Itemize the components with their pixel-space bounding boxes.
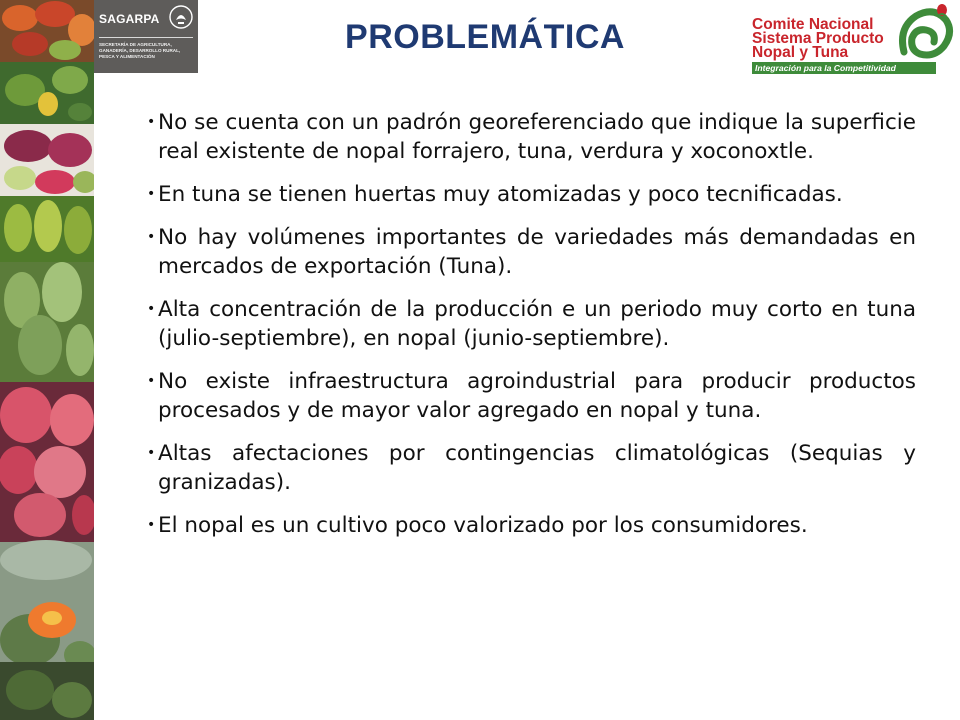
bullet-dot-icon: • <box>147 301 156 317</box>
comite-tagline: Integración para la Competitividad <box>752 62 936 74</box>
comite-line-2: Sistema Producto <box>752 30 884 47</box>
bullet-item <box>147 108 916 166</box>
sagarpa-logo <box>94 0 198 73</box>
bullet-text: No hay volúmenes importantes de variedades más demandadas en mercados de exportación (Tuna). <box>158 225 916 279</box>
sagarpa-divider <box>99 37 193 38</box>
bullet-dot-icon: • <box>147 186 156 202</box>
comite-logo <box>748 2 956 78</box>
bullet-list <box>147 108 916 554</box>
bullet-item <box>147 367 916 425</box>
bullet-dot-icon: • <box>147 229 156 245</box>
cactus-photo-strip <box>0 0 94 720</box>
bullet-text: No se cuenta con un padrón georeferenciado que indique la superficie real existente de nopal forrajero, tuna, verdura y xoconoxtle. <box>158 110 916 164</box>
bullet-dot-icon: • <box>147 445 156 461</box>
comite-line-1: Comite Nacional <box>752 16 874 33</box>
sagarpa-name: SAGARPA <box>99 12 160 26</box>
bullet-item <box>147 439 916 497</box>
bullet-item <box>147 223 916 281</box>
bullet-item <box>147 511 916 540</box>
bullet-dot-icon: • <box>147 373 156 389</box>
bullet-text: En tuna se tienen huertas muy atomizadas y poco tecnificadas. <box>158 182 843 207</box>
comite-name <box>752 18 884 60</box>
cactus-photos-image <box>0 0 94 720</box>
bullet-text: El nopal es un cultivo poco valorizado por los consumidores. <box>158 513 808 538</box>
page-title: PROBLEMÁTICA <box>345 18 625 56</box>
sagarpa-subtitle: SECRETARÍA DE AGRICULTURA, GANADERÍA, DESARROLLO RURAL, PESCA Y ALIMENTACIÓN <box>99 42 181 59</box>
bullet-item <box>147 180 916 209</box>
bullet-item <box>147 295 916 353</box>
bullet-text: Altas afectaciones por contingencias climatológicas (Sequias y granizadas). <box>158 441 916 495</box>
bullet-text: Alta concentración de la producción e un periodo muy corto en tuna (julio-septiembre), en nopal (junio-septiembre). <box>158 297 916 351</box>
bullet-dot-icon: • <box>147 517 156 533</box>
mexican-seal-icon <box>168 4 194 32</box>
cactus-logo-icon <box>894 2 956 64</box>
bullet-text: No existe infraestructura agroindustrial para producir productos procesados y de mayor valor agregado en nopal y tuna. <box>158 369 916 423</box>
bullet-dot-icon: • <box>147 114 156 130</box>
comite-line-3: Nopal y Tuna <box>752 44 849 61</box>
